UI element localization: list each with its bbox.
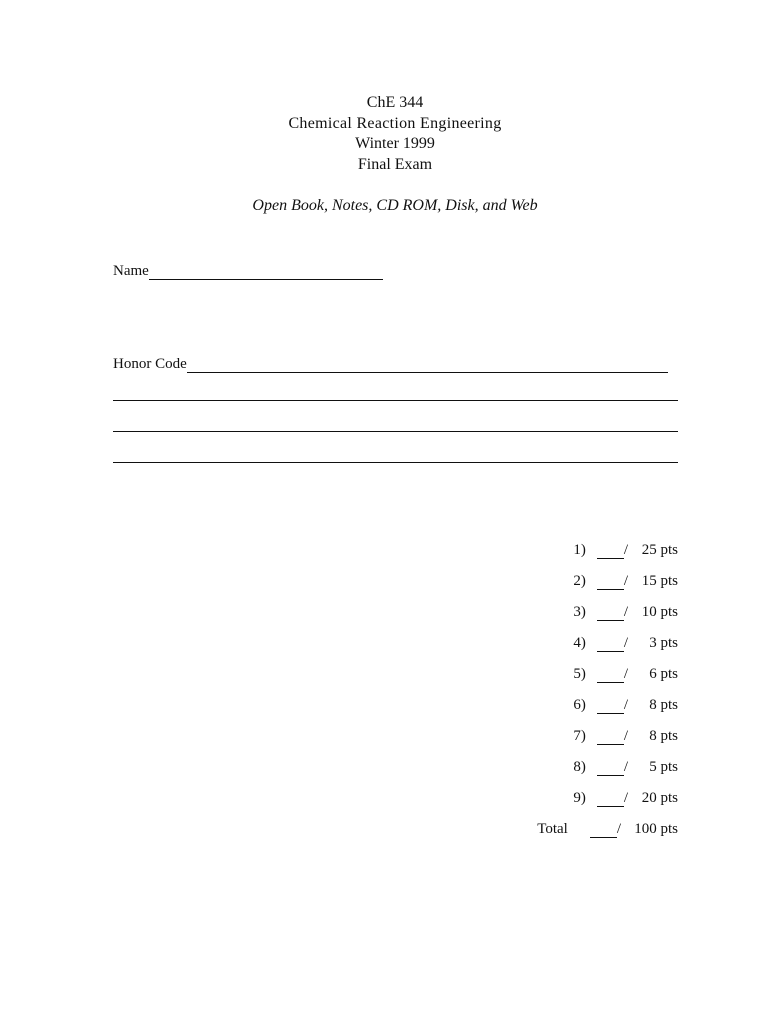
score-row [566, 727, 678, 745]
question-number: 2) [573, 573, 586, 589]
score-blank-line [597, 637, 624, 652]
score-slash: / [623, 573, 628, 589]
total-blank-line [590, 823, 617, 838]
honor-code-blank-line [187, 357, 668, 373]
honor-code-blank-line [113, 400, 678, 401]
question-points: 3 pts [649, 635, 678, 651]
name-label: Name [113, 263, 149, 279]
score-row [566, 758, 678, 776]
question-points: 5 pts [649, 759, 678, 775]
question-points: 15 pts [641, 573, 678, 589]
exam-term: Winter 1999 [355, 135, 435, 152]
total-points: 100 pts [634, 821, 678, 837]
score-blank-line [597, 544, 624, 559]
name-field [113, 262, 383, 280]
honor-code-blank-line [113, 431, 678, 432]
question-number: 9) [573, 790, 586, 806]
score-row [566, 696, 678, 714]
score-row [566, 541, 678, 559]
total-row [537, 820, 678, 838]
score-row [566, 603, 678, 621]
score-slash: / [623, 790, 628, 806]
score-blank-line [597, 668, 624, 683]
honor-code-label: Honor Code [113, 356, 187, 372]
question-points: 8 pts [649, 697, 678, 713]
score-slash: / [623, 697, 628, 713]
question-number: 6) [573, 697, 586, 713]
course-code: ChE 344 [366, 94, 424, 111]
course-title: Chemical Reaction Engineering [288, 115, 502, 132]
total-slash: / [616, 821, 621, 837]
exam-type: Final Exam [357, 156, 433, 173]
score-slash: / [623, 728, 628, 744]
score-blank-line [597, 606, 624, 621]
question-number: 8) [573, 759, 586, 775]
score-row [566, 665, 678, 683]
score-blank-line [597, 792, 624, 807]
score-row [566, 789, 678, 807]
score-slash: / [623, 635, 628, 651]
score-blank-line [597, 699, 624, 714]
score-slash: / [623, 666, 628, 682]
total-label: Total [537, 821, 568, 837]
score-slash: / [623, 759, 628, 775]
question-number: 1) [573, 542, 586, 558]
score-row [566, 572, 678, 590]
score-blank-line [597, 761, 624, 776]
question-points: 20 pts [641, 790, 678, 806]
honor-code-field [113, 355, 668, 373]
score-slash: / [623, 542, 628, 558]
question-number: 5) [573, 666, 586, 682]
question-points: 6 pts [649, 666, 678, 682]
question-points: 8 pts [649, 728, 678, 744]
score-row [566, 634, 678, 652]
question-number: 7) [573, 728, 586, 744]
question-points: 25 pts [641, 542, 678, 558]
score-slash: / [623, 604, 628, 620]
question-number: 3) [573, 604, 586, 620]
score-blank-line [597, 575, 624, 590]
score-blank-line [597, 730, 624, 745]
question-points: 10 pts [641, 604, 678, 620]
honor-code-blank-line [113, 462, 678, 463]
allowed-materials: Open Book, Notes, CD ROM, Disk, and Web [252, 197, 538, 214]
question-number: 4) [573, 635, 586, 651]
name-blank-line [149, 264, 383, 280]
